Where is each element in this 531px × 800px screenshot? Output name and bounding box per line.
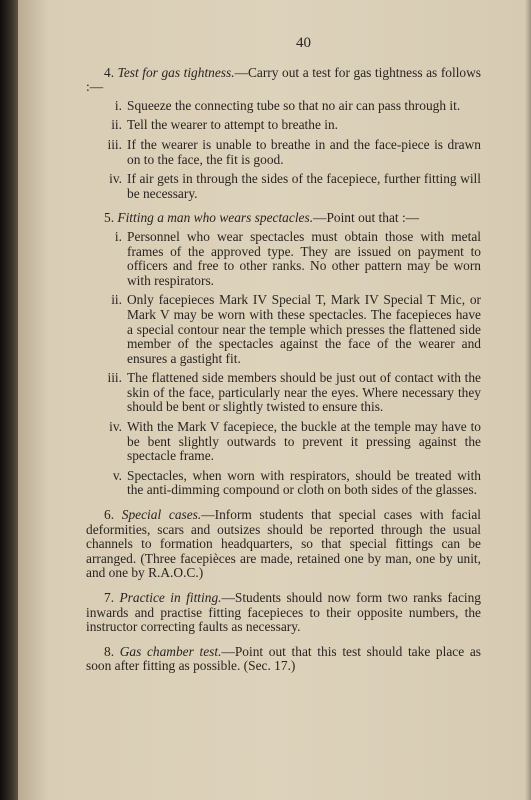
book-spine-shadow bbox=[0, 0, 20, 800]
item-number: v. bbox=[112, 467, 122, 483]
item-text: Spectacles, when worn with respirators, should be treated with the anti-dimming compound or cloth on both sides of the glasses. bbox=[127, 467, 481, 498]
section-5 bbox=[86, 211, 481, 498]
section-heading: Test for gas tightness. bbox=[117, 64, 235, 80]
section-number: 8. bbox=[104, 643, 115, 659]
section-lead bbox=[86, 66, 481, 95]
section-number: 4. bbox=[104, 64, 115, 80]
item-number: i. bbox=[114, 97, 122, 113]
page-content bbox=[86, 36, 481, 684]
section-lead bbox=[86, 211, 481, 226]
item-text: Personnel who wear spectacles must obtain those with metal frames of the approved type. They are issued on payment to officers and free to other ranks. No other pattern may be worn with respirators. bbox=[127, 228, 481, 288]
section-8 bbox=[86, 645, 481, 674]
section-lead bbox=[86, 645, 481, 674]
list-item bbox=[100, 469, 481, 498]
section-heading: Fitting a man who wears spectacles. bbox=[117, 210, 314, 226]
section-number: 5. bbox=[104, 210, 115, 226]
item-number: iii. bbox=[107, 370, 122, 386]
section-lead-text: —Point out that this test should take place as soon after fitting as possible. (Sec. 17.) bbox=[86, 643, 481, 674]
section-lead-text: —Point out that :— bbox=[313, 210, 420, 226]
item-list bbox=[86, 230, 481, 498]
section-lead-text: —Students should now form two ranks facing inwards and practise fitting facepieces to their opposite numbers, the instructor correcting faults as necessary. bbox=[86, 590, 481, 635]
item-text: If the wearer is unable to breathe in and the face-piece is drawn on to the face, the fit is good. bbox=[127, 136, 481, 167]
section-number: 6. bbox=[104, 507, 115, 523]
item-number: i. bbox=[114, 228, 122, 244]
sections-container bbox=[86, 66, 481, 674]
section-number: 7. bbox=[104, 590, 115, 605]
section-lead-text: —Inform students that special cases with facial deformities, scars and outsizes should be reported through the usual channels to formation headquarters, so that special fittings can be arranged. (Three facepièces are made, retained one by man, one by unit, and one by R.A.O.C.) bbox=[86, 507, 481, 581]
section-heading: Practice in fitting. bbox=[119, 590, 222, 605]
item-list bbox=[86, 99, 481, 202]
item-number: ii. bbox=[111, 117, 122, 133]
section-lead bbox=[86, 508, 481, 581]
item-number: iv. bbox=[109, 419, 122, 435]
list-item bbox=[100, 371, 481, 415]
list-item bbox=[100, 420, 481, 464]
list-item bbox=[100, 138, 481, 167]
item-text: With the Mark V facepiece, the buckle at the temple may have to be bent slightly outwards to prevent it pressing against the spectacle frame. bbox=[127, 419, 481, 464]
list-item bbox=[100, 172, 481, 201]
item-number: iv. bbox=[109, 171, 122, 187]
item-number: iii. bbox=[107, 136, 122, 152]
section-heading: Gas chamber test. bbox=[119, 643, 222, 659]
list-item bbox=[100, 118, 481, 133]
section-7 bbox=[86, 591, 481, 635]
book-page bbox=[18, 0, 531, 800]
item-text: Squeeze the connecting tube so that no air can pass through it. bbox=[127, 97, 461, 113]
item-text: If air gets in through the sides of the facepiece, further fitting will be necessary. bbox=[127, 171, 481, 201]
section-lead bbox=[86, 591, 481, 635]
item-text: The flattened side members should be just out of contact with the skin of the face, particularly near the eyes. Where necessary they should be bent or slightly twisted to ensure this. bbox=[127, 370, 481, 415]
item-number: ii. bbox=[111, 292, 122, 308]
list-item bbox=[100, 293, 481, 366]
section-heading: Special cases. bbox=[121, 507, 202, 523]
section-6 bbox=[86, 508, 481, 581]
page-number: 40 bbox=[296, 35, 311, 51]
item-text: Tell the wearer to attempt to breathe in. bbox=[127, 117, 338, 133]
section-4 bbox=[86, 66, 481, 202]
item-text: Only facepieces Mark IV Special T, Mark IV Special T Mic, or Mark V may be worn with these spectacles. The facepieces have a special contour near the temple which presses the flattened side member of the spectacles against the face of the wearer and ensures a gastight fit. bbox=[127, 292, 481, 366]
list-item bbox=[100, 99, 481, 114]
list-item bbox=[100, 230, 481, 288]
section-lead-text: —Carry out a test for gas tightness as follows :— bbox=[86, 64, 481, 95]
page-edge-shadow bbox=[525, 0, 531, 800]
